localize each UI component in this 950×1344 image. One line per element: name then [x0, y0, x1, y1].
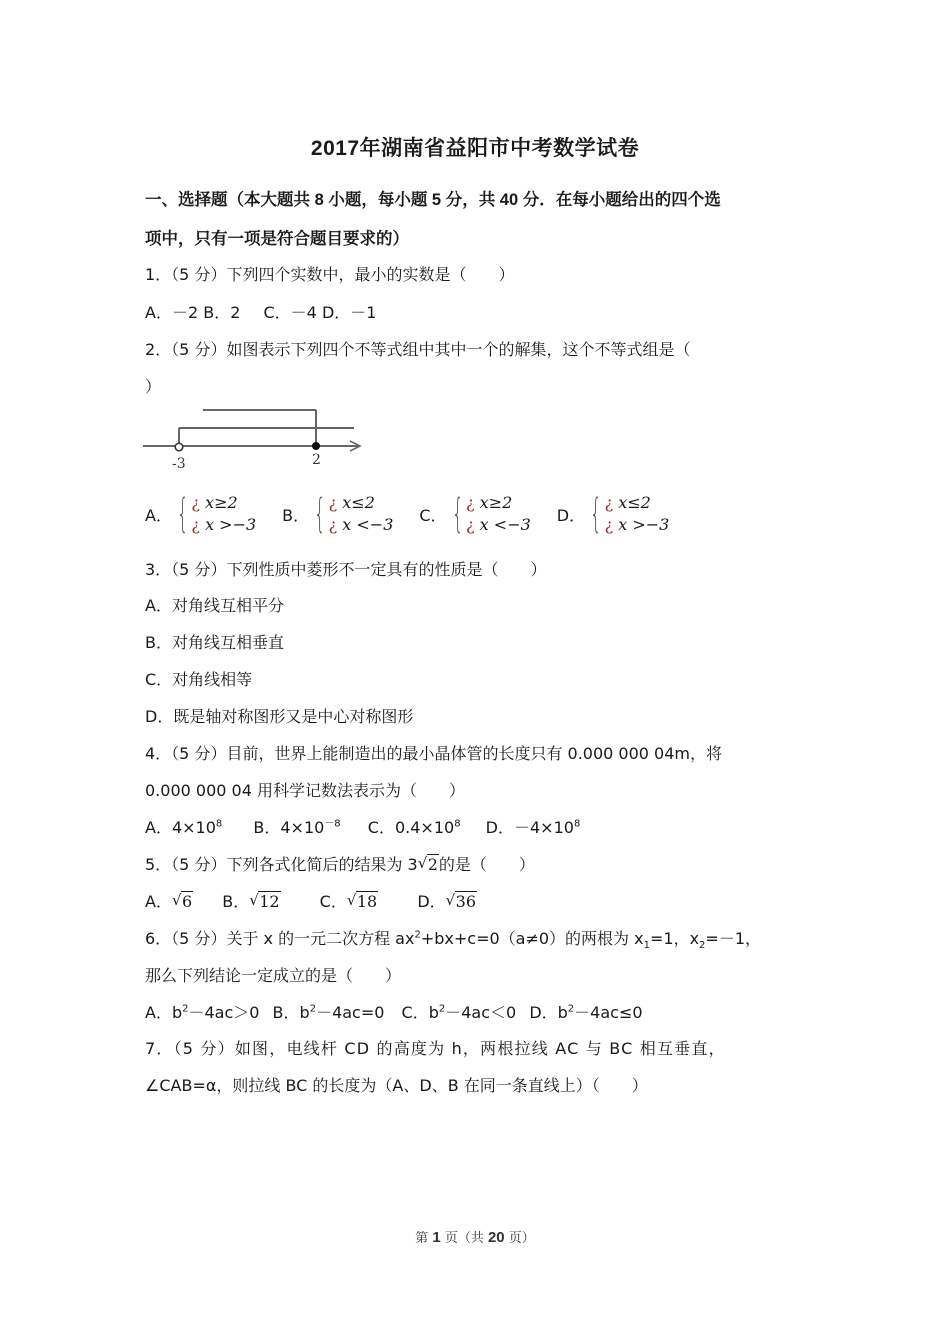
option-label: A． [145, 818, 172, 837]
artifact-glyph: ¿ [604, 515, 614, 534]
option-label: B． [282, 505, 310, 525]
q5-option-d[interactable] [417, 892, 477, 911]
stem-text: 6．（5 分）关于 x 的一元二次方程 ax [145, 929, 415, 948]
closed-point-marker [312, 442, 320, 450]
q1-option-b[interactable]: B．2 [203, 303, 241, 322]
inequality-line-2 [329, 514, 394, 536]
inequality-text: x≤2 [337, 493, 375, 512]
stem-text: 5．（5 分）下列各式化简后的结果为 3 [145, 855, 418, 874]
subscript: 2 [699, 940, 706, 952]
inequality-system [313, 492, 393, 536]
q5-option-b[interactable] [222, 892, 280, 911]
section-heading-line2: 项中，只有一项是符合题目要求的） [145, 230, 409, 248]
sqrt-expression [418, 855, 439, 874]
option-text: b [428, 1003, 439, 1022]
question-1-options [145, 300, 376, 323]
option-base: 4×10 [280, 818, 325, 837]
option-text: b [557, 1003, 568, 1022]
option-exponent: 8 [573, 818, 581, 830]
tick-label-left: -3 [172, 456, 186, 472]
q4-option-b[interactable] [253, 818, 340, 837]
q6-option-b[interactable] [273, 1003, 385, 1022]
subscript: 1 [643, 940, 650, 952]
question-6-options [145, 1000, 643, 1023]
option-exponent: 8 [454, 818, 461, 830]
tick-label-right: 2 [312, 452, 321, 468]
question-2-stem-line2: ） [145, 377, 162, 396]
q3-option-c[interactable]: C．对角线相等 [145, 670, 253, 689]
question-5-stem [145, 852, 535, 875]
exponent: 2 [414, 929, 421, 941]
question-2-stem-line1: 2．（5 分）如图表示下列四个不等式组中其中一个的解集，这个不等式组是（ [145, 340, 691, 359]
question-6-stem-line2: 那么下列结论一定成立的是（ ） [145, 966, 402, 985]
q1-option-a[interactable]: A．－2 [145, 303, 199, 322]
stem-text: =1，x [649, 929, 700, 948]
q6-option-a[interactable] [145, 1003, 259, 1022]
inequality-text: x≥2 [474, 493, 513, 512]
q5-option-a[interactable] [145, 892, 193, 911]
question-6-stem-line1 [145, 926, 762, 952]
current-page-number: 1 [432, 1229, 441, 1246]
q4-option-d[interactable] [486, 818, 581, 837]
inequality-system [176, 492, 256, 536]
option-exponent: 2 [182, 1003, 189, 1015]
option-exponent: 2 [309, 1003, 317, 1015]
option-text: －4ac≤0 [574, 1003, 643, 1022]
radicand: 18 [356, 892, 378, 911]
stem-text-end: 的是（ ） [438, 855, 535, 874]
inequality-line-1 [191, 492, 256, 514]
inequality-line-2 [466, 514, 531, 536]
option-label: B． [272, 1003, 300, 1022]
inequality-system [589, 492, 669, 536]
option-exponent: 8 [215, 818, 223, 830]
q6-option-d[interactable] [529, 1003, 642, 1022]
sqrt-expression [446, 892, 477, 911]
q3-option-b[interactable]: B．对角线互相垂直 [145, 633, 284, 652]
option-exponent: 2 [567, 1003, 575, 1015]
brace-icon: { [314, 491, 326, 537]
question-7-stem-line1: 7．（5 分）如图，电线杆 CD 的高度为 h，两根拉线 AC 与 BC 相互垂直， [145, 1039, 726, 1058]
brace-icon: { [451, 491, 464, 537]
artifact-glyph: ¿ [466, 515, 475, 534]
radicand: 12 [259, 892, 280, 911]
question-3-stem: 3．（5 分）下列性质中菱形不一定具有的性质是（ ） [145, 560, 547, 579]
question-5-options [145, 889, 477, 912]
q2-option-d[interactable] [557, 492, 670, 536]
option-label: C． [419, 505, 447, 525]
q3-option-a[interactable]: A．对角线互相平分 [145, 596, 284, 615]
sqrt-expression [347, 892, 378, 911]
question-7-stem-line2: ∠CAB=α，则拉线 BC 的长度为（A、D、B 在同一条直线上）（ ） [145, 1076, 648, 1095]
option-label: C． [319, 892, 347, 911]
inequality-line-1 [466, 492, 531, 514]
stem-text: =－1， [705, 929, 762, 948]
option-base: －4×10 [513, 818, 574, 837]
option-text: b [171, 1003, 183, 1022]
inequality-system [451, 492, 531, 536]
inequality-text: x≤2 [613, 493, 651, 512]
question-1-stem: 1．（5 分）下列四个实数中，最小的实数是（ ） [145, 265, 515, 284]
inequality-line-2 [191, 514, 256, 536]
inequality-text: x <−3 [337, 515, 394, 534]
stem-text: +bx+c=0（a≠0）的两根为 x [420, 929, 644, 948]
q2-option-c[interactable] [419, 492, 530, 536]
option-label: D． [485, 818, 514, 837]
option-label: B． [253, 818, 281, 837]
footer-text: 页） [508, 1231, 535, 1246]
option-text: －4ac=0 [316, 1003, 385, 1022]
brace-icon: { [176, 491, 189, 537]
option-label: B． [222, 892, 250, 911]
inequality-text: x <−3 [474, 515, 531, 534]
page-footer [0, 1227, 950, 1246]
radicand: 36 [455, 892, 476, 911]
inequality-text: x >−3 [199, 515, 257, 534]
question-4-stem-line2: 0.000 000 04 用科学记数法表示为（ ） [145, 781, 465, 800]
q5-option-c[interactable] [320, 892, 379, 911]
brace-icon: { [590, 491, 602, 537]
inequality-line-1 [605, 492, 670, 514]
option-exponent: －8 [324, 818, 341, 830]
question-2-options [145, 492, 695, 536]
q1-option-d[interactable]: D．－1 [321, 303, 377, 322]
radicand: 6 [181, 892, 193, 911]
artifact-glyph: ¿ [604, 493, 614, 512]
artifact-glyph: ¿ [328, 515, 338, 534]
number-line-figure [140, 398, 370, 473]
option-base: 0.4×10 [394, 818, 455, 837]
option-text: －4ac＞0 [188, 1003, 260, 1022]
radicand: 2 [427, 855, 438, 874]
option-base: 4×10 [171, 818, 216, 837]
question-4-options [145, 815, 580, 838]
sqrt-expression [249, 892, 280, 911]
q4-option-a[interactable] [145, 818, 222, 837]
q2-option-b[interactable] [282, 492, 393, 536]
artifact-glyph: ¿ [191, 493, 200, 512]
section-heading-line1: 一、选择题（本大题共 8 小题，每小题 5 分，共 40 分．在每小题给出的四个选 [145, 191, 721, 209]
q2-option-a[interactable] [145, 492, 256, 536]
sqrt-expression [172, 892, 193, 911]
option-label: A． [145, 1003, 172, 1022]
question-4-stem-line1: 4．（5 分）目前，世界上能制造出的最小晶体管的长度只有 0.000 000 04m，将 [145, 744, 722, 763]
total-page-count: 20 [487, 1229, 505, 1246]
option-text: b [299, 1003, 310, 1022]
artifact-glyph: ¿ [466, 493, 475, 512]
option-label: A． [145, 892, 172, 911]
q3-option-d[interactable]: D．既是轴对称图形又是中心对称图形 [145, 707, 414, 726]
open-point-marker [175, 443, 183, 451]
q1-option-c[interactable]: C．－4 [263, 303, 317, 322]
footer-text: 页（共 [444, 1231, 484, 1246]
artifact-glyph: ¿ [328, 493, 338, 512]
option-text: －4ac＜0 [445, 1003, 517, 1022]
footer-text: 第 [415, 1231, 429, 1246]
option-label: A． [145, 505, 172, 525]
q4-option-c[interactable] [368, 818, 461, 837]
option-label: C． [401, 1003, 429, 1022]
inequality-text: x≥2 [199, 493, 238, 512]
option-label: D． [556, 505, 586, 525]
page-title: 2017年湖南省益阳市中考数学试卷 [310, 137, 640, 160]
inequality-text: x >−3 [613, 515, 670, 534]
option-exponent: 2 [438, 1003, 446, 1015]
option-label: D． [529, 1003, 558, 1022]
option-label: C． [367, 818, 395, 837]
artifact-glyph: ¿ [191, 515, 200, 534]
q6-option-c[interactable] [402, 1003, 517, 1022]
inequality-line-2 [605, 514, 670, 536]
inequality-line-1 [329, 492, 394, 514]
option-label: D． [417, 892, 446, 911]
